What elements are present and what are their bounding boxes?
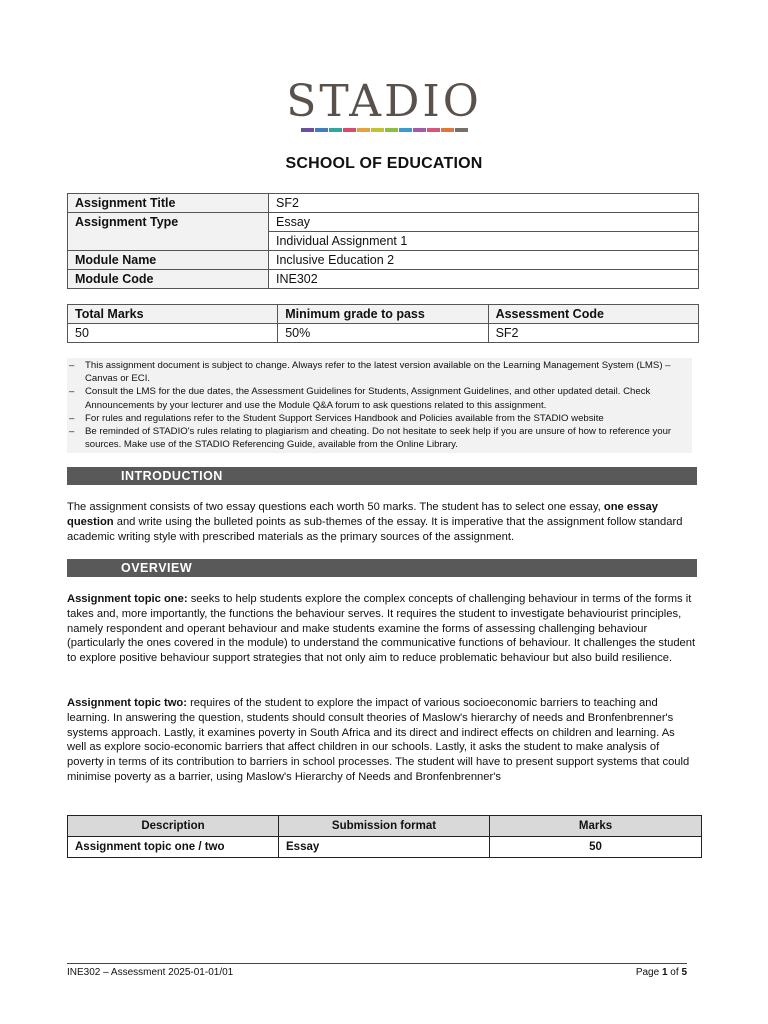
topic-two-label: Assignment topic two:	[67, 697, 187, 709]
logo-stripe-segment	[385, 128, 398, 132]
info-value: Inclusive Education 2	[269, 251, 699, 270]
marks-header: Total Marks	[68, 305, 278, 324]
note-item: – Be reminded of STADIO's rules relating to plagiarism and cheating. Do not hesitate to seek help if you are unsure of how to reference your sources. Make use of the STADIO Referencing Guide, available from the Online Library.	[67, 425, 687, 451]
marks-value: 50	[68, 324, 278, 343]
table-row	[68, 213, 699, 232]
logo-stripe-segment	[371, 128, 384, 132]
note-item: – Consult the LMS for the due dates, the Assessment Guidelines for Students, Assignment Guidelines, and other updated detail. Check Announcements by your lecturer and use the Module Q&A forum to ask questions related to this assignment.	[67, 385, 687, 411]
info-value: Essay	[269, 213, 699, 232]
info-key: Assignment Title	[68, 194, 269, 213]
logo-stripe-segment	[343, 128, 356, 132]
school-title: SCHOOL OF EDUCATION	[285, 155, 483, 172]
page-prefix: Page	[635, 967, 662, 978]
footer-divider	[67, 963, 687, 964]
intro-text: and write using the bulleted points as sub-themes of the essay. It is imperative that the assignment follow standard academic writing style with prescribed materials as the primary sources of the assignment.	[67, 515, 683, 543]
overview-heading	[67, 559, 697, 577]
page-of: of	[667, 967, 682, 978]
table-header-row	[68, 816, 702, 837]
note-item: – This assignment document is subject to change. Always refer to the latest version available on the Learning Management System (LMS) – Canvas or ECI.	[67, 359, 687, 385]
logo-text: STADIO	[286, 76, 482, 127]
marks-header: Minimum grade to pass	[278, 305, 488, 324]
page-total: 5	[681, 967, 687, 978]
info-key: Assignment Type	[68, 213, 269, 251]
logo-stripe-segment	[357, 128, 370, 132]
submission-cell: 50	[490, 837, 702, 858]
logo-stripe-segment	[413, 128, 426, 132]
table-row	[68, 324, 699, 343]
footer-document-code: INE302 – Assessment 2025-01-01/01	[67, 967, 234, 978]
section-heading-text: OVERVIEW	[121, 561, 193, 575]
logo-stripe-segment	[315, 128, 328, 132]
intro-bold-text: one essay question	[67, 501, 658, 528]
intro-text: The assignment consists of two essay questions each worth 50 marks. The student has to select one essay,	[67, 501, 604, 513]
submission-cell: Assignment topic one / two	[68, 837, 279, 858]
assignment-info-table	[67, 193, 699, 289]
table-row	[68, 194, 699, 213]
logo-stripe-segment	[441, 128, 454, 132]
submission-header: Submission format	[279, 816, 490, 837]
logo-stripe-segment	[455, 128, 468, 132]
logo-stripe-segment	[399, 128, 412, 132]
footer-page-number	[636, 967, 687, 978]
topic-two-paragraph	[67, 696, 697, 785]
logo-stripe-segment	[301, 128, 314, 132]
info-key: Module Code	[68, 270, 269, 289]
logo-color-stripe	[0, 128, 768, 132]
marks-value: 50%	[278, 324, 488, 343]
logo-stripe-segment	[329, 128, 342, 132]
introduction-paragraph	[67, 500, 697, 544]
notes-box	[67, 358, 692, 453]
info-key: Module Name	[68, 251, 269, 270]
table-row	[68, 837, 702, 858]
stadio-logo	[0, 78, 768, 132]
submission-cell: Essay	[279, 837, 490, 858]
table-row	[68, 270, 699, 289]
page-current: 1	[661, 967, 668, 978]
section-heading-text: INTRODUCTION	[121, 469, 223, 483]
introduction-heading	[67, 467, 697, 485]
table-header-row	[68, 305, 699, 324]
topic-one-label: Assignment topic one:	[67, 593, 188, 605]
topic-one-paragraph	[67, 592, 697, 666]
info-value: Individual Assignment 1	[269, 232, 699, 251]
submission-header: Marks	[490, 816, 702, 837]
topic-one-text: seeks to help students explore the complex concepts of challenging behaviour in terms of the forms it takes and, more importantly, the functions the behaviour serves. It requires the student to investigate behaviourist principles, namely respondent and operant behaviour and make students examine the forms of assessing challenging behaviour (particularly the ones covered in the module) to understand the communicative functions of behaviour. It challenges the student to explore positive behaviour support strategies that not only aim to reduce problematic behaviour but also build resilience.	[67, 593, 696, 665]
topic-two-text: requires of the student to explore the impact of various socioeconomic barriers to teaching and learning. In answering the question, students should consult theories of Maslow's hierarchy of needs and Bronfenbrenner's systems approach. Lastly, it examines poverty in South Africa and its direct and indirect effects on children and learning. As well as explore socio-economic barriers that affect children in our schools. Lastly, it asks the student to make analysis of poverty in terms of its contribution to barriers in school processes. The student will have to present support systems that could minimise poverty as a barrier, using Maslow's Hierarchy of Needs and Bronfenbrenner's	[67, 697, 690, 783]
submission-header: Description	[68, 816, 279, 837]
marks-header: Assessment Code	[488, 305, 698, 324]
info-value: INE302	[269, 270, 699, 289]
logo-stripe-segment	[427, 128, 440, 132]
table-row	[68, 251, 699, 270]
marks-value: SF2	[488, 324, 698, 343]
note-item: – For rules and regulations refer to the Student Support Services Handbook and Policies available from the STADIO website	[67, 412, 687, 425]
info-value: SF2	[269, 194, 699, 213]
marks-table	[67, 304, 699, 343]
submission-table	[67, 815, 702, 858]
